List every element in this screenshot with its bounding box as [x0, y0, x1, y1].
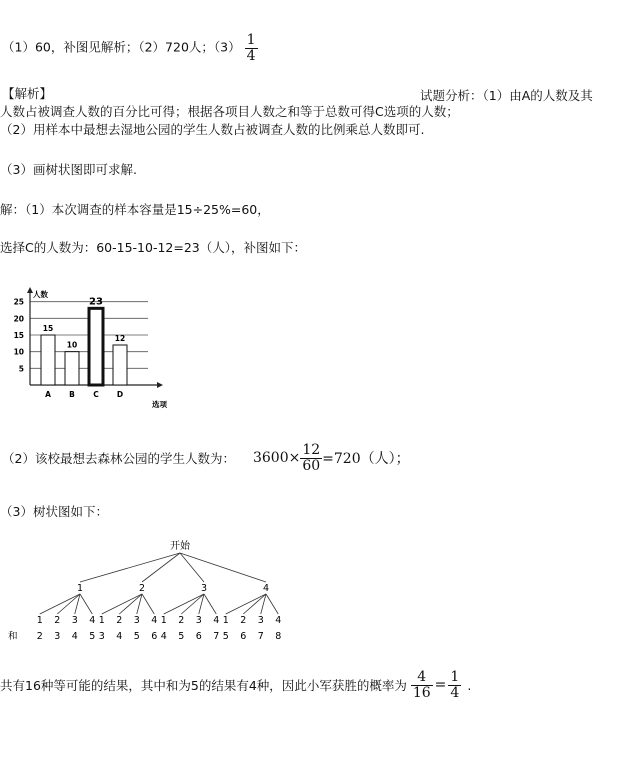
analysis-intro: 试题分析：（1）由A的人数及其 — [420, 88, 593, 103]
solution-step-3: （3）树状图如下： — [0, 504, 108, 519]
tree-second-node: 4 — [275, 615, 282, 626]
x-axis-arrow — [157, 382, 163, 388]
tree-sum: 4 — [160, 631, 167, 642]
tree-branch — [80, 553, 180, 582]
tree-sum: 6 — [151, 631, 158, 642]
tree-sum: 6 — [240, 631, 247, 642]
solution-step-1: 解：（1）本次调查的样本容量是15÷25%=60， — [0, 202, 270, 217]
tree-second-node: 2 — [240, 615, 247, 626]
answer-fraction — [245, 33, 258, 63]
step2-fraction-denominator: 60 — [302, 457, 321, 474]
bar-value-label-C: 23 — [89, 296, 103, 308]
answer-fraction-numerator: 1 — [246, 32, 256, 48]
tree-branch — [142, 553, 180, 582]
final-fraction-1 — [411, 670, 433, 700]
analysis-line-2: （2）用样本中最想去湿地公园的学生人数占被调查人数的比例乘总人数即可. — [0, 122, 425, 137]
answer-fraction-denominator: 4 — [246, 47, 256, 64]
chart-bars — [41, 308, 127, 385]
tree-branch — [199, 594, 204, 614]
tree-branch — [164, 594, 204, 614]
answer-line — [2, 33, 258, 63]
final-line — [0, 670, 471, 700]
tree-sum: 5 — [178, 631, 185, 642]
final-fraction-2-denominator: 4 — [450, 684, 460, 701]
tree-root: 开始 — [170, 541, 190, 552]
step2-fraction — [300, 443, 322, 473]
y-tick-label: 5 — [18, 364, 24, 374]
bar-A — [41, 335, 55, 385]
tree-sum: 7 — [213, 631, 220, 642]
y-axis-label: 人数 — [33, 290, 48, 299]
y-tick-label: 25 — [13, 297, 24, 307]
tree-branch — [204, 594, 216, 614]
tree-branch — [180, 553, 266, 582]
y-tick-label: 15 — [13, 331, 24, 340]
tree-sum: 5 — [89, 631, 96, 642]
x-tick-label-D: D — [116, 390, 124, 399]
bar-B — [65, 352, 79, 385]
tree-branch — [75, 594, 80, 614]
tree-sum: 3 — [54, 631, 61, 642]
tree-second-node: 4 — [213, 615, 220, 626]
analysis-line-1: 人数占被调查人数的百分比可得；根据各项目人数之和等于总数可得C选项的人数； — [0, 104, 459, 119]
tree-sum: 5 — [133, 631, 140, 642]
bar-value-label-D: 12 — [114, 334, 126, 343]
tree-second-node: 4 — [89, 615, 96, 626]
final-fraction-2-numerator: 1 — [450, 669, 460, 685]
tree-sum: 4 — [116, 631, 123, 642]
tree-text — [8, 539, 281, 642]
y-tick-label: 20 — [13, 314, 24, 324]
analysis-line-3: （3）画树状图即可求解. — [0, 162, 137, 177]
final-fraction-1-numerator: 4 — [411, 670, 433, 686]
tree-sum: 8 — [275, 631, 282, 642]
final-fraction-1-denominator: 16 — [412, 684, 431, 701]
tree-lines — [40, 553, 279, 614]
tree-second-node: 3 — [257, 615, 264, 626]
tree-branch — [80, 594, 92, 614]
tree-branch — [102, 594, 142, 614]
final-equals: = — [434, 677, 447, 694]
y-tick-label: 10 — [13, 347, 24, 357]
final-period: . — [467, 677, 472, 693]
tree-branch — [142, 594, 154, 614]
tree-branch — [40, 594, 80, 614]
answer-text: （1）60，补图见解析；（2）720人；（3） — [2, 39, 241, 55]
step2-text: （2）该校最想去森林公园的学生人数为： — [2, 451, 235, 467]
tree-sum: 6 — [195, 631, 202, 642]
step2-expr-pre: 3600× — [252, 450, 301, 467]
x-tick-label-A: A — [45, 390, 51, 399]
tree-diagram — [0, 535, 340, 650]
tree-branch — [226, 594, 266, 614]
solution-step-2 — [2, 443, 410, 473]
tree-second-node: 1 — [36, 615, 43, 626]
tree-second-node: 1 — [222, 615, 229, 626]
tree-second-node: 1 — [98, 615, 105, 626]
x-axis-label: 选项 — [152, 400, 167, 409]
tree-branch — [266, 594, 278, 614]
final-fraction-2 — [448, 670, 461, 700]
tree-first-node: 1 — [76, 583, 84, 594]
tree-second-node: 3 — [133, 615, 140, 626]
tree-branch — [261, 594, 266, 614]
tree-first-node: 3 — [200, 583, 208, 594]
tree-first-node: 2 — [138, 583, 146, 594]
tree-sum: 5 — [222, 631, 229, 642]
tree-first-node: 4 — [262, 583, 270, 594]
bar-chart — [0, 280, 190, 415]
final-text: 共有16种等可能的结果，其中和为5的结果有4种，因此小军获胜的概率为 — [0, 678, 407, 694]
x-tick-label-B: B — [69, 390, 75, 399]
x-tick-label-C: C — [93, 390, 99, 399]
solution-step-1b: 选择C的人数为：60-15-10-12=23（人），补图如下： — [0, 240, 307, 255]
tree-sum: 7 — [257, 631, 264, 642]
bar-C — [89, 308, 103, 385]
tree-sum: 3 — [98, 631, 105, 642]
step2-fraction-numerator: 12 — [302, 442, 321, 458]
tree-second-node: 2 — [178, 615, 185, 626]
bar-value-label-A: 15 — [42, 324, 54, 333]
bar-value-label-B: 10 — [66, 340, 78, 350]
analysis-tag: 【解析】 — [2, 86, 53, 101]
tree-second-node: 4 — [151, 615, 158, 626]
sum-label: 和 — [8, 631, 18, 642]
tree-second-node: 1 — [160, 615, 167, 626]
step2-expr-post: =720（人）； — [322, 451, 410, 468]
tree-second-node: 3 — [71, 615, 78, 626]
tree-sum: 2 — [36, 631, 43, 642]
tree-sum: 4 — [71, 631, 78, 642]
tree-second-node: 2 — [116, 615, 123, 626]
bar-D — [113, 345, 127, 385]
tree-branch — [137, 594, 142, 614]
tree-second-node: 3 — [195, 615, 202, 626]
tree-second-node: 2 — [54, 615, 61, 626]
